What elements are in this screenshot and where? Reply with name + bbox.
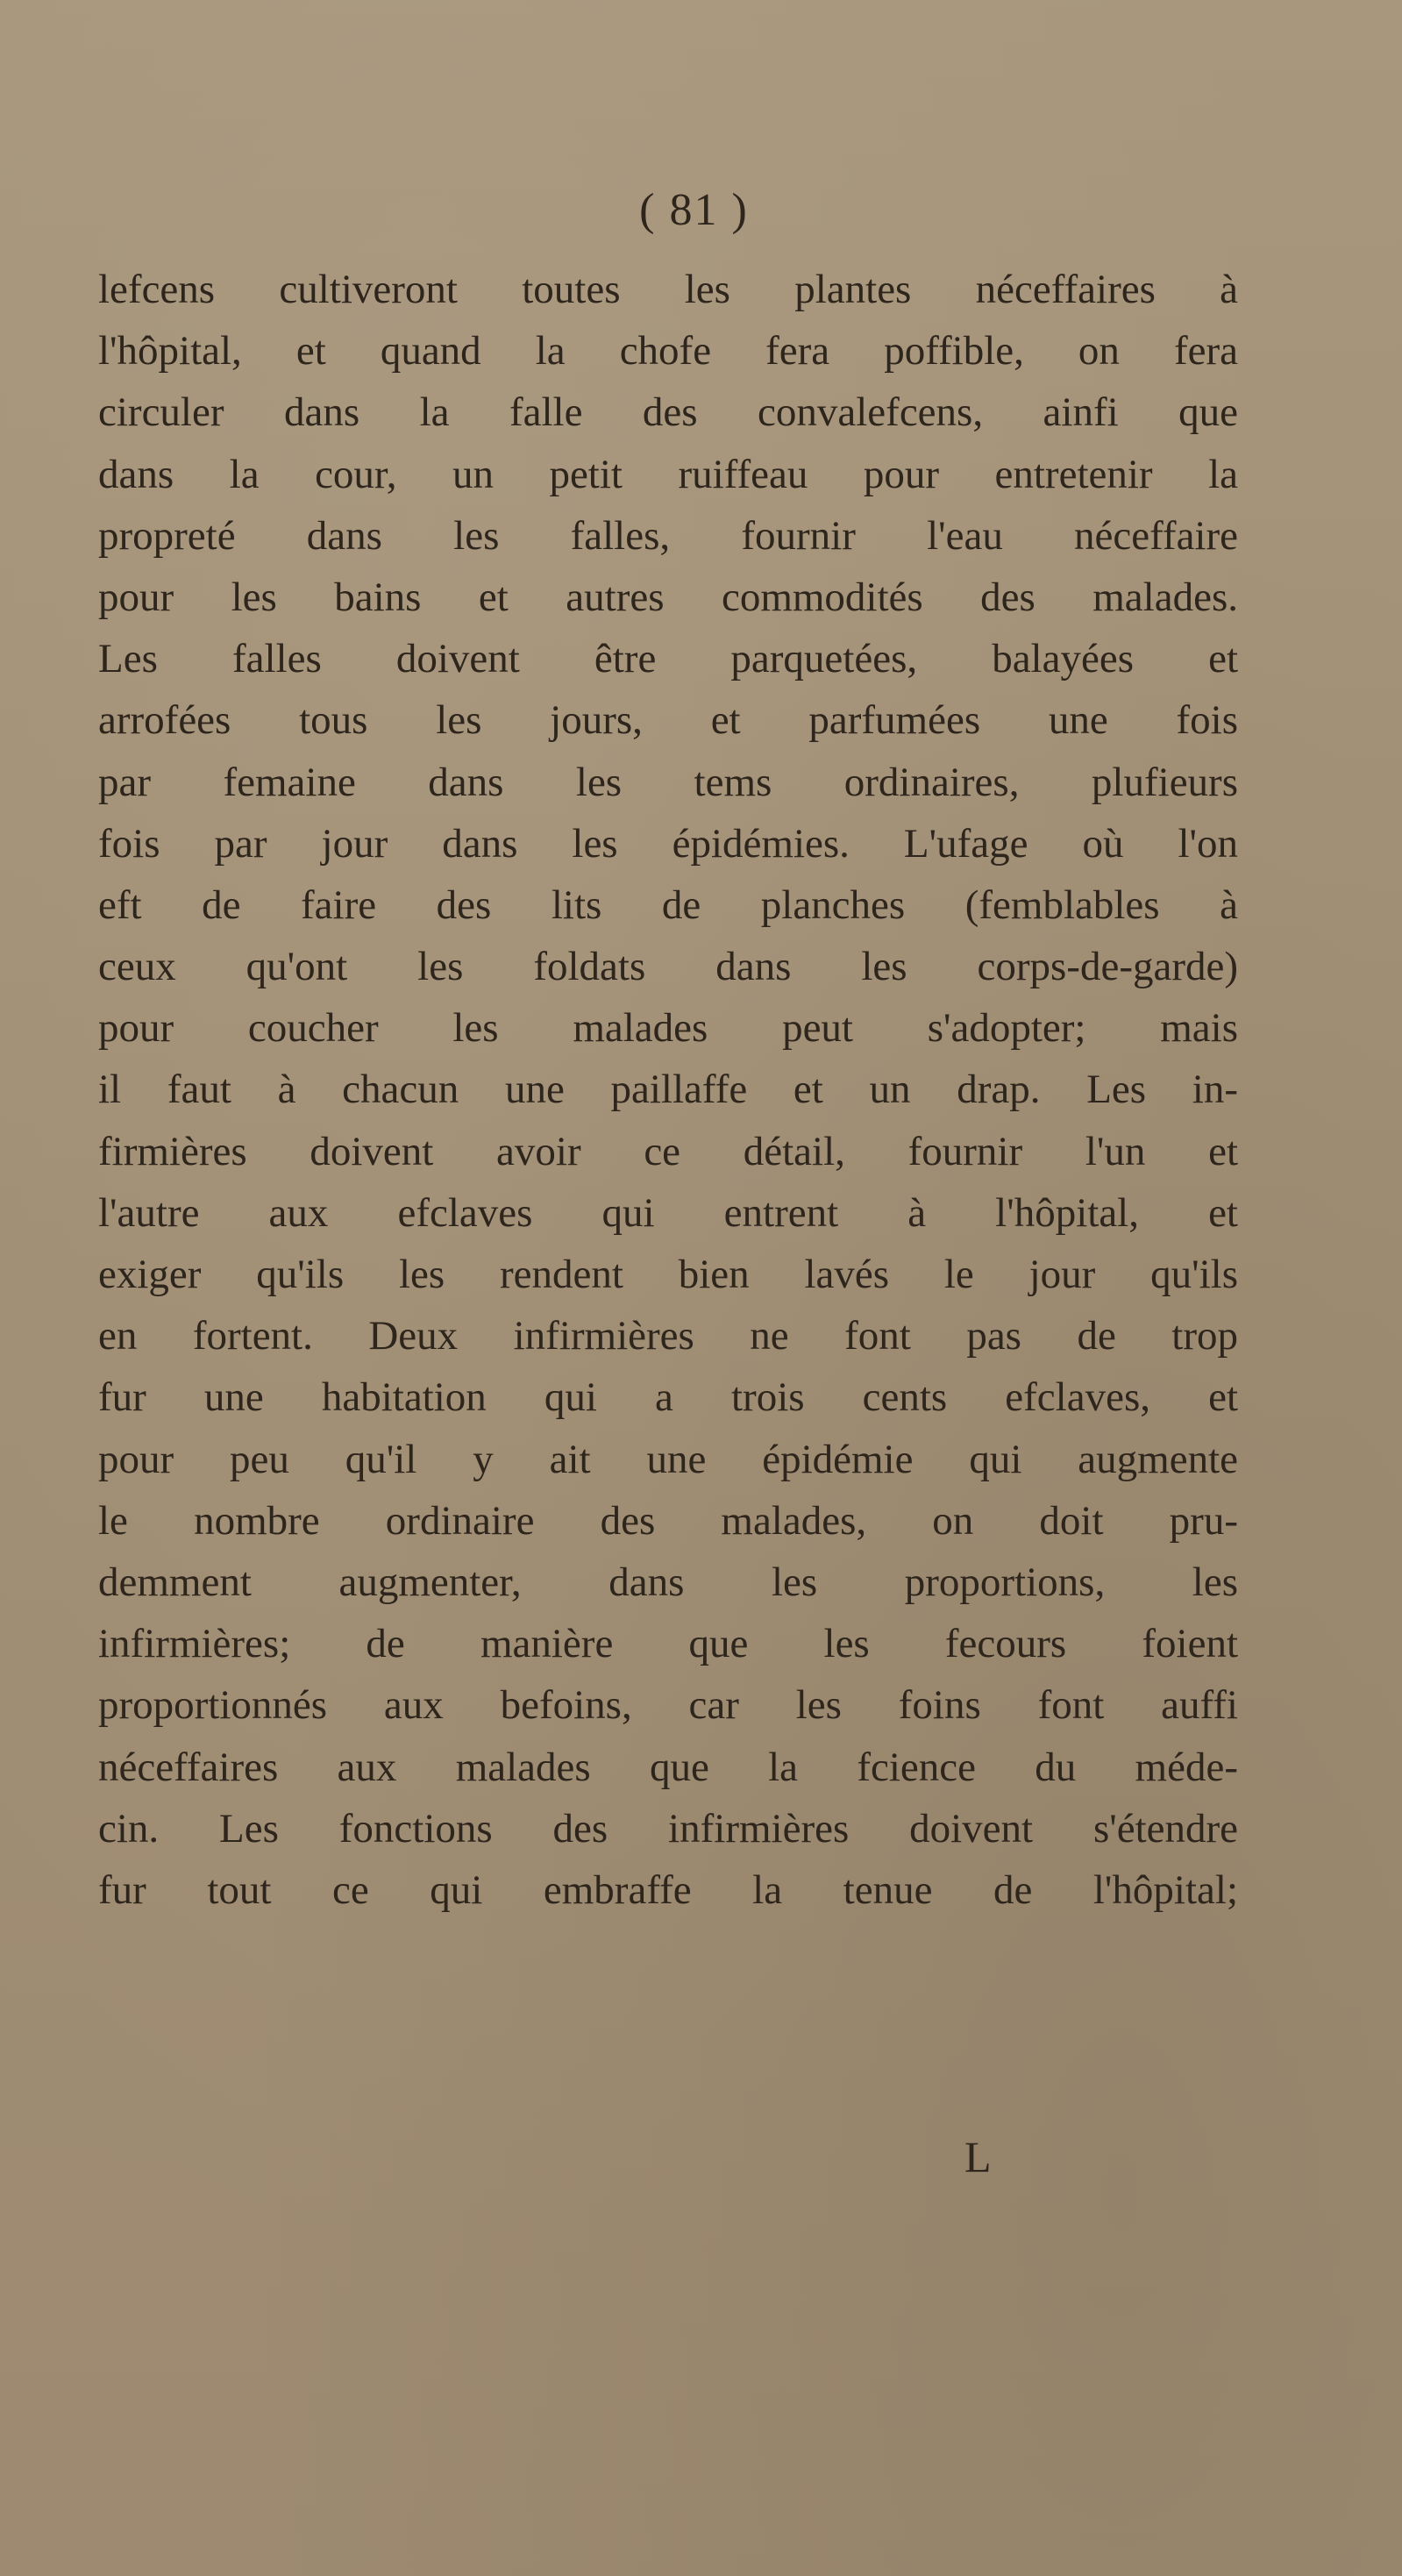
text-line: demment augmenter, dans les proportions, les — [98, 1559, 1238, 1605]
text-line: firmières doivent avoir ce détail, fournir l'un et — [98, 1128, 1238, 1174]
text-line: fois par jour dans les épidémies. L'ufage où l'on — [98, 820, 1238, 867]
text-line: lefcens cultiveront toutes les plantes néceffaires à — [98, 267, 1238, 312]
text-line: il faut à chacun une paillaffe et un drap. Les in- — [98, 1067, 1238, 1113]
text-line: pour peu qu'il y ait une épidémie qui augmente — [98, 1436, 1238, 1482]
text-line: propreté dans les falles, fournir l'eau néceffaire — [98, 512, 1238, 559]
text-line: l'hôpital, et quand la chofe fera poffible, on fera — [98, 328, 1238, 375]
text-line: fur tout ce qui embraffe la tenue de l'hôpital; — [98, 1866, 1238, 1913]
text-line: par femaine dans les tems ordinaires, plufieurs — [98, 759, 1238, 805]
text-line: pour coucher les malades peut s'adopter; mais — [98, 1005, 1238, 1052]
text-line: arrofées tous les jours, et parfumées une fois — [98, 697, 1238, 744]
text-line: eft de faire des lits de planches (femblables à — [98, 881, 1238, 928]
text-line: cin. Les fonctions des infirmières doivent s'étendre — [98, 1805, 1238, 1852]
body-text — [98, 259, 1238, 1921]
signature-mark: L — [964, 2132, 992, 2181]
text-line: pour les bains et autres commodités des malades. — [98, 574, 1238, 620]
text-line: en fortent. Deux infirmières ne font pas de trop — [98, 1313, 1238, 1359]
text-line: Les falles doivent être parquetées, balayées et — [98, 636, 1238, 682]
text-line: proportionnés aux befoins, car les foins font auffi — [98, 1682, 1238, 1729]
text-line: dans la cour, un petit ruiffeau pour entretenir la — [98, 451, 1238, 497]
text-line: infirmières; de manière que les fecours foient — [98, 1621, 1238, 1667]
text-line: circuler dans la falle des convalefcens, ainfi que — [98, 389, 1238, 436]
text-line: néceffaires aux malades que la fcience du méde- — [98, 1744, 1238, 1790]
text-line: exiger qu'ils les rendent bien lavés le jour qu'ils — [98, 1252, 1238, 1297]
page-number: ( 81 ) — [639, 185, 749, 235]
text-line: le nombre ordinaire des malades, on doit pru- — [98, 1497, 1238, 1544]
text-line: ceux qu'ont les foldats dans les corps-de-garde) — [98, 944, 1238, 990]
text-line: l'autre aux efclaves qui entrent à l'hôpital, et — [98, 1189, 1238, 1236]
text-line: fur une habitation qui a trois cents efclaves, et — [98, 1374, 1238, 1421]
